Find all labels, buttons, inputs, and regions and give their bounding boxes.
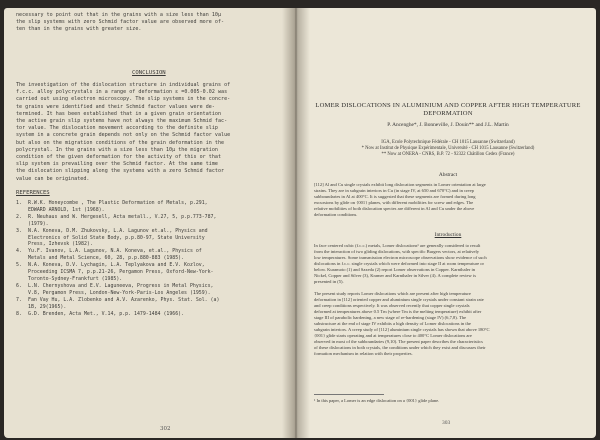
abstract-text <box>314 182 584 218</box>
text-line: termined. It has been established that in a given grain orientation <box>16 110 222 117</box>
text-line: excursions by glide on {001} planes, with different mobilities for screw and edges. The <box>314 200 474 206</box>
text-line: slip system is prevailing over the Schmid factor. At the same time <box>16 161 218 168</box>
affiliations <box>314 140 582 158</box>
reference-number: 2. <box>16 213 22 220</box>
text-line: system in a concrete grain depends not only on the Schmid factor value <box>16 132 231 139</box>
reference-number: 8. <box>16 310 22 317</box>
reference-item <box>16 297 288 311</box>
text-line: presented in (5). <box>314 279 344 285</box>
reference-line: G.D. Brenden, Acta Met., V.14, p.p. 1479-1484 (1966). <box>28 310 185 317</box>
text-line: The investigation of the dislocation structure in individual grains of <box>16 82 231 88</box>
paper-title <box>314 102 582 118</box>
text-line: from the interaction of two gliding dislocations, with specific Burgers vectors, at relatively <box>314 249 480 255</box>
text-line: deformation conditions. <box>314 212 358 218</box>
intro-paragraph <box>16 12 224 34</box>
text-line: carried out using electron microscopy. The slip systems in the concre- <box>16 96 231 103</box>
text-line: the active grain slip systems have not always the maximum Schmid fac- <box>16 118 228 125</box>
text-line: condition of the given deformation for the activity of this or that <box>16 154 222 161</box>
reference-line: (1979). <box>28 220 49 227</box>
text-line: [112] Al and Cu single crystals exhibit long dislocation segments in Lomer orientation at large <box>314 182 486 187</box>
reference-text <box>28 248 202 262</box>
reference-text <box>28 200 208 214</box>
reference-line: V.8, Pergamon Press, London-New-York-Paris-Los Angeles (1959). <box>28 289 211 296</box>
left-page <box>4 8 296 438</box>
reference-item <box>16 283 288 297</box>
reference-number: 6. <box>16 282 22 289</box>
text-line: deformation in [112] oriented copper and aluminium single crystals under constant strain rate <box>314 297 484 303</box>
reference-line: N.A. Koneva, D.V. Lychagin, L.A. Teplyakova and E.V. Kozlov, <box>28 262 205 269</box>
text-line: The present study reports Lomer dislocations which are present after high temperature <box>314 291 471 296</box>
page-number-right: 303 <box>442 420 451 426</box>
text-line: subboundaries in Al at 400°C. It is suggested that these segments are formed during long <box>314 194 476 200</box>
affiliation-line: IGA, Ecole Polytechnique Fédérale - CH 1015 Lausanne (Switzerland) <box>381 140 515 145</box>
text-line: the dislocation slipping along the systems with a zero Schmid factor <box>16 168 225 175</box>
footnote: ¹ In this paper, a Lomer is an edge dislocation on a {001} glide plane. <box>314 398 440 403</box>
text-line: subgrain interiors. A creep study of [112] aluminium single crystals has shown that above 180°C <box>314 327 490 333</box>
text-line: value can be originated. <box>16 175 90 182</box>
affiliation-line: ** Now at ONERA - CNRS, B.P. 72 - 92322 Châtillon Cedex (France) <box>381 152 515 157</box>
reference-line: EDWARD ARNOLD, 1st (1968). <box>28 206 105 213</box>
paper-authors: P. Ancenghe*, J. Bonneville, J. Douin** and J.L. Martin <box>387 122 509 128</box>
references-list <box>16 200 288 317</box>
footnote-rule <box>314 394 384 395</box>
page-number-left: 302 <box>160 426 171 432</box>
text-line: stage III of parabolic hardening, a new stage of re-hardening (stage IV) (6,7,8). The <box>314 315 467 321</box>
reference-line: R. Neuhaus and W. Hergesell, Acta metall., V.27, 5, p.p.773-787, <box>28 213 217 220</box>
reference-text <box>28 228 208 249</box>
title-line: LOMER DISLOCATIONS IN ALUMINIUM AND COPPER AFTER HIGH TEMPERATURE <box>315 102 581 109</box>
text-line: polycrystal. In the grains with a size less than 10μ the migration <box>16 146 218 153</box>
book-gutter <box>282 8 310 438</box>
text-line: te grains were identified and their Schmid factor values were de- <box>16 103 215 110</box>
text-line: but also on the migration conditions of the grain deformation in the <box>16 139 225 146</box>
affiliation-line: * Now at Institut de Physique Expérimentale, Université - CH 1015 Lausanne (Switzerland) <box>361 146 535 151</box>
reference-line: Proceeding ICSMA 7, p.p.21-26, Pergamon Press, Oxford-New-York- <box>28 269 214 276</box>
text-line: dislocations in f.c.c. single crystals which were deformed into stage II at room temperature or <box>314 261 485 267</box>
reference-text <box>28 262 214 283</box>
reference-line: Electronics of Solid State Body, p.p.80-97, State University <box>28 234 205 241</box>
text-line: and creep conditions respectively. It was observed recently that copper single crystals <box>314 303 470 309</box>
text-line: ten than in the grains with greater size. <box>16 26 142 33</box>
text-line: tor value. The dislocation movement according to the definite slip <box>16 125 218 132</box>
right-page <box>296 8 596 438</box>
reference-number: 1. <box>16 200 22 206</box>
reference-item <box>16 214 288 228</box>
reference-line: Toronto-Sydney-Frankfurt (1985). <box>28 275 123 282</box>
reference-number: 3. <box>16 227 22 234</box>
reference-item <box>16 311 288 318</box>
introduction-heading: Introduction <box>434 232 462 238</box>
text-line: formation mechanism in relation with their properties. <box>314 351 413 357</box>
reference-item <box>16 262 288 283</box>
reference-line: L.N. Chernyshova and E.V. Laguneeva, Progress in Metal Physics, <box>28 282 214 289</box>
references-heading: REFERENCES <box>16 190 50 196</box>
reference-text <box>28 214 216 228</box>
reference-item <box>16 228 288 249</box>
text-line: substructure at the end of stage IV exhibits a high density of Lomer dislocations in the <box>314 321 471 327</box>
text-line: relative mobilities of both dislocation species are different in Al and Cu under the above <box>314 206 475 212</box>
text-line: low temperatures. Some transmission electron microscope observations show evidence of such <box>314 255 487 261</box>
reference-number: 5. <box>16 262 22 269</box>
conclusion-paragraph <box>16 82 230 183</box>
text-line: Nickel, Copper and Silver (3), Kramer and Karnthaler in Silver (4). A complete review is <box>314 273 476 279</box>
reference-line: Metals and Metal Science, 60, 28, p.p.880-883 (1985). <box>28 255 185 262</box>
text-line: f.c.c. alloy polycrystals in a range of deformation ε =0.005-0.02 was <box>16 89 228 96</box>
reference-line: Press, Izhevsk (1982). <box>28 241 93 248</box>
reference-line: 1B, 29(1965). <box>28 303 67 310</box>
introduction-paragraph-2 <box>314 291 584 358</box>
reference-number: 7. <box>16 296 22 303</box>
reference-text <box>28 297 219 311</box>
reference-line: Fan Vay Hu, L.A. Zlobenko and A.V. Azarenko, Phys. Stat. Sol. (a) <box>28 296 220 303</box>
text-line: strains. They are in subgrain interiors in Cu (in stage IV, at 650 and 670°C) and in creep <box>314 188 474 194</box>
text-line: observed in most of the subboundaries (9,10). The present paper describes the characteristics <box>314 339 483 345</box>
text-line: {001} glide starts operating and at temperatures close to 400°C Lomer dislocations are <box>314 333 472 339</box>
conclusion-heading: CONCLUSION <box>132 70 166 76</box>
title-line: DEFORMATION <box>423 110 473 117</box>
reference-number: 4. <box>16 248 22 255</box>
reference-item <box>16 248 288 262</box>
text-line: deformed at temperatures above 0.5 Tm (where Tm is the melting temperature) exhibit after <box>314 309 482 315</box>
reference-line: Yu.F. Ivanov, L.A. Lagunov, N.A. Koneva, et.al., Physics of <box>28 248 202 255</box>
abstract-heading: Abstract <box>438 172 458 178</box>
reference-text <box>28 311 184 318</box>
text-line: the slip systems with zero Schmid factor value are observed more of- <box>16 19 225 26</box>
text-line: necessary to point out that in the grains with a size less than 10μ <box>16 12 222 18</box>
reference-line: R.W.K. Honeycombe , The Plastic Deformation of Metals, p.291, <box>28 200 208 206</box>
introduction-paragraph-1 <box>314 243 584 285</box>
text-line: of these dislocations in both crystals, the conditions under which they exist and discusses their <box>314 345 486 351</box>
text-line: In face centered cubic (f.c.c.) metals, Lomer dislocations¹ are generally considered to result <box>314 243 481 248</box>
reference-line: N.A. Koneva, D.M. Zhukovsky, L.A. Lagunov et.al., Physics and <box>28 227 208 234</box>
reference-item <box>16 200 288 214</box>
text-line: below. Kuramoto (1) and Saxeda (2) report Lomer observations in Copper. Karnthaler in <box>314 267 476 273</box>
reference-text <box>28 283 214 297</box>
